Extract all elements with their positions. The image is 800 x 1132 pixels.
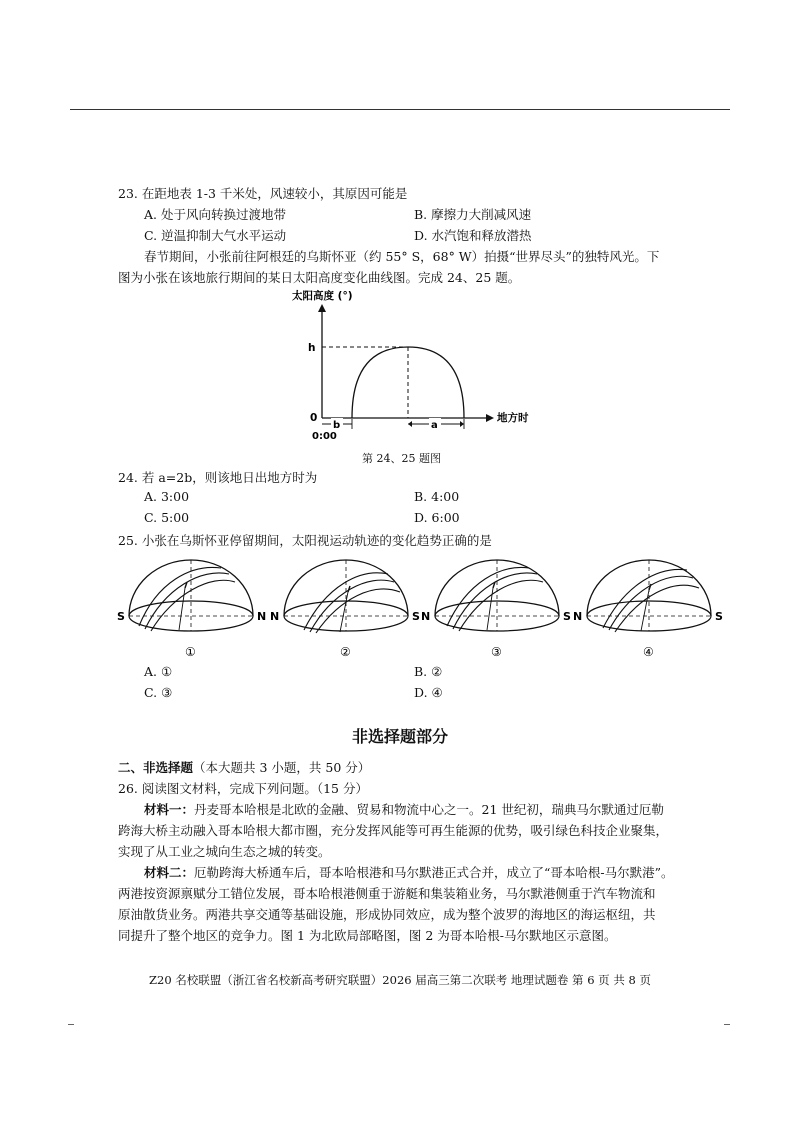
q25-option-a: A. ① (144, 664, 173, 679)
q23-option-a: A. 处于风向转换过渡地带 (144, 207, 286, 222)
q24-option-a: A. 3:00 (144, 489, 190, 504)
q26-stem: 26. 阅读图文材料，完成下列问题。（15 分） (118, 781, 368, 796)
q23-option-c: C. 逆温抑制大气水平运动 (144, 228, 287, 243)
diagram-3 (421, 560, 571, 659)
diagram-1 (117, 560, 266, 659)
material-1-line-1 (144, 800, 664, 818)
q24-option-c: C. 5:00 (144, 510, 190, 525)
q25-option-b: B. ② (414, 664, 443, 679)
diagram-3-right: S (563, 610, 571, 623)
sun-altitude-figure (290, 286, 540, 446)
margin-tick-right (724, 1024, 730, 1025)
page-footer: Z20 名校联盟（浙江省名校新高考研究联盟）2026 届高三第二次联考 地理试题卷 第 6 页 共 8 页 (149, 973, 651, 987)
intro-line-2: 图为小张在该地旅行期间的某日太阳高度变化曲线图。完成 24、25 题。 (118, 270, 521, 285)
diagram-4-left: N (573, 610, 583, 623)
diagram-4-number: ④ (643, 645, 654, 659)
material-2-line-3: 原油散货业务。两港共享交通等基础设施，形成协同效应，成为整个波罗的海地区的海运枢纽，共 (118, 907, 656, 922)
diagram-2-left: N (270, 610, 280, 623)
diagram-4 (573, 560, 723, 659)
q24-option-d: D. 6:00 (414, 510, 460, 525)
q25-option-c: C. ③ (144, 685, 173, 700)
figure-caption: 第 24、25 题图 (362, 452, 441, 465)
q24-stem: 24. 若 a=2b，则该地日出地方时为 (118, 470, 318, 485)
material-1-label: 材料一： (144, 802, 195, 817)
header-rule (70, 109, 730, 110)
diagram-2 (270, 560, 420, 659)
zero-label: 0 (310, 412, 318, 424)
diagram-1-left: S (117, 610, 125, 623)
q23-stem: 23. 在距地表 1-3 千米处，风速较小，其原因可能是 (118, 186, 408, 201)
diagram-3-left: N (421, 610, 431, 623)
material-2-label: 材料二： (144, 865, 195, 880)
diagram-1-number: ① (185, 645, 196, 659)
material-1-line-3: 实现了从工业之城向生态之城的转变。 (118, 844, 331, 859)
section-title: 非选择题部分 (351, 727, 448, 746)
h-label: h (308, 342, 316, 354)
q25-option-d: D. ④ (414, 685, 443, 700)
material-2-text-1: 厄勒跨海大桥通车后，哥本哈根港和马尔默港正式合并，成立了“哥本哈根-马尔默港”。 (194, 865, 674, 880)
a-label: a (431, 420, 438, 431)
q23-option-b: B. 摩擦力大削减风速 (414, 207, 532, 222)
section-header-rest: （本大题共 3 小题，共 50 分） (193, 760, 371, 775)
material-2-line-2: 两港按资源禀赋分工错位发展，哥本哈根港侧重于游艇和集装箱业务，马尔默港侧重于汽车物流和 (118, 886, 656, 901)
section-header (118, 758, 370, 776)
diagram-2-right: S (412, 610, 420, 623)
x-axis-label: 地方时 (497, 412, 529, 424)
sun-path-diagrams (115, 552, 735, 660)
time-zero-label: 0:00 (312, 431, 337, 442)
material-1-text-1: 丹麦哥本哈根是北欧的金融、贸易和物流中心之一。21 世纪初，瑞典马尔默通过厄勒 (194, 802, 664, 817)
b-label: b (333, 420, 341, 431)
margin-tick-left (68, 1024, 74, 1025)
material-2-line-4: 同提升了整个地区的竞争力。图 1 为北欧局部略图，图 2 为哥本哈根-马尔默地区示意图。 (118, 928, 617, 943)
q25-stem: 25. 小张在乌斯怀亚停留期间，太阳视运动轨迹的变化趋势正确的是 (118, 533, 492, 548)
section-header-bold: 二、非选择题 (118, 760, 194, 775)
diagram-1-right: N (257, 610, 267, 623)
material-1-line-2: 跨海大桥主动融入哥本哈根大都市圈，充分发挥风能等可再生能源的优势，吸引绿色科技企业聚集， (118, 823, 669, 838)
material-2-line-1 (144, 863, 674, 881)
intro-line-1: 春节期间，小张前往阿根廷的乌斯怀亚（约 55° S，68° W）拍摄“世界尽头”的独特风光。下 (144, 249, 660, 264)
diagram-4-right: S (715, 610, 723, 623)
y-axis-label: 太阳高度 (°) (292, 290, 353, 302)
diagram-3-number: ③ (491, 645, 502, 659)
diagram-2-number: ② (340, 645, 351, 659)
q24-option-b: B. 4:00 (414, 489, 460, 504)
q23-option-d: D. 水汽饱和释放潜热 (414, 228, 532, 243)
